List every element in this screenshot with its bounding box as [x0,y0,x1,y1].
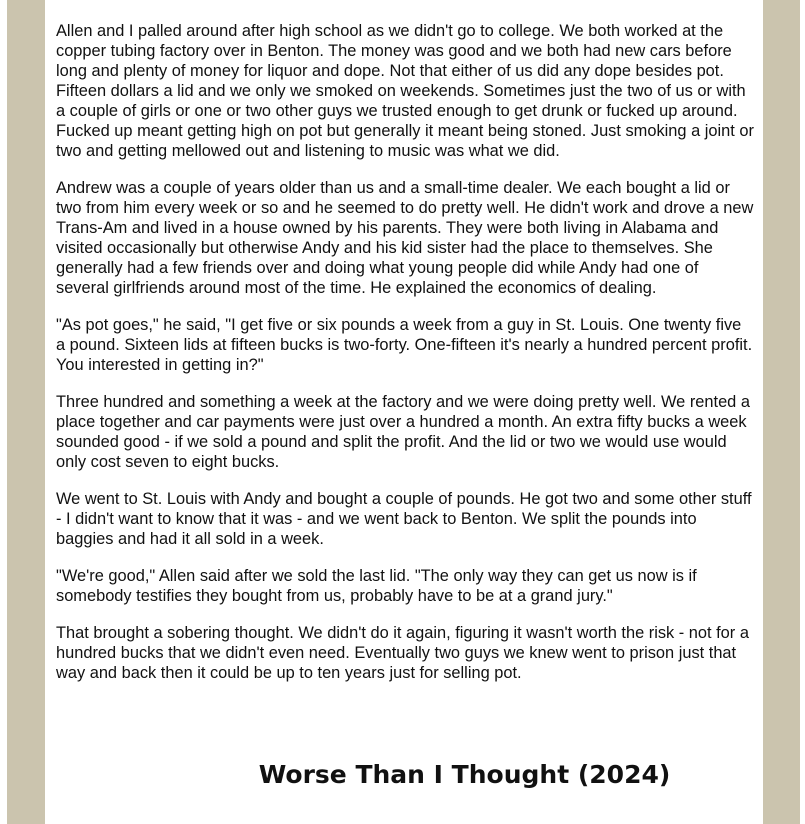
paragraph-5: We went to St. Louis with Andy and bought a couple of pounds. He got two and some other stuff - I didn't want to know that it was - and we went back to Benton. We split the pounds into baggies and had it all sold in a week. [56,490,752,548]
paragraph-1: Allen and I palled around after high school as we didn't go to college. We both worked at the copper tubing factory over in Benton. The money was good and we both had new cars before long and plenty of money for liquor and dope. Not that either of us did any dope besides pot. Fifteen dollars a lid and we only we smoked on weekends. Sometimes just the two of us or with a couple of girls or one or two other guys we trusted enough to get drunk or fucked up around. Fucked up meant getting high on pot but generally it meant being stoned. Just smoking a joint or two and getting mellowed out and listening to music was what we did. [56,22,754,160]
paragraph-7: That brought a sobering thought. We didn't do it again, figuring it wasn't worth the risk - not for a hundred bucks that we didn't even need. Eventually two guys we knew went to prison just that way and back then it could be up to ten years just for selling pot. [56,624,749,682]
paragraph-3: "As pot goes," he said, "I get five or six pounds a week from a guy in St. Louis. One twenty five a pound. Sixteen lids at fifteen bucks is two-forty. One-fifteen it's nearly a hundred percent profit. You interested in getting in?" [56,316,753,374]
left-border [7,0,45,824]
right-border [763,0,800,824]
story-text [56,21,754,700]
paragraph-2: Andrew was a couple of years older than us and a small-time dealer. We each bought a lid or two from him every week or so and he seemed to do pretty well. He didn't work and drove a new Trans-Am and lived in a house owned by his parents. They were both living in Alabama and visited occasionally but otherwise Andy and his kid sister had the place to themselves. She generally had a few friends over and doing what young people did while Andy had one of several girlfriends around most of the time. He explained the economics of dealing. [56,179,754,297]
paragraph-6: "We're good," Allen said after we sold the last lid. "The only way they can get us now is if somebody testifies they bought from us, probably have to be at a grand jury." [56,567,697,605]
book-title: Worse Than I Thought (2024) [258,760,671,789]
paragraph-4: Three hundred and something a week at the factory and we were doing pretty well. We rented a place together and car payments were just over a hundred a month. An extra fifty bucks a week sounded good - if we sold a pound and split the profit. And the lid or two we would use would only cost seven to eight bucks. [56,393,750,471]
